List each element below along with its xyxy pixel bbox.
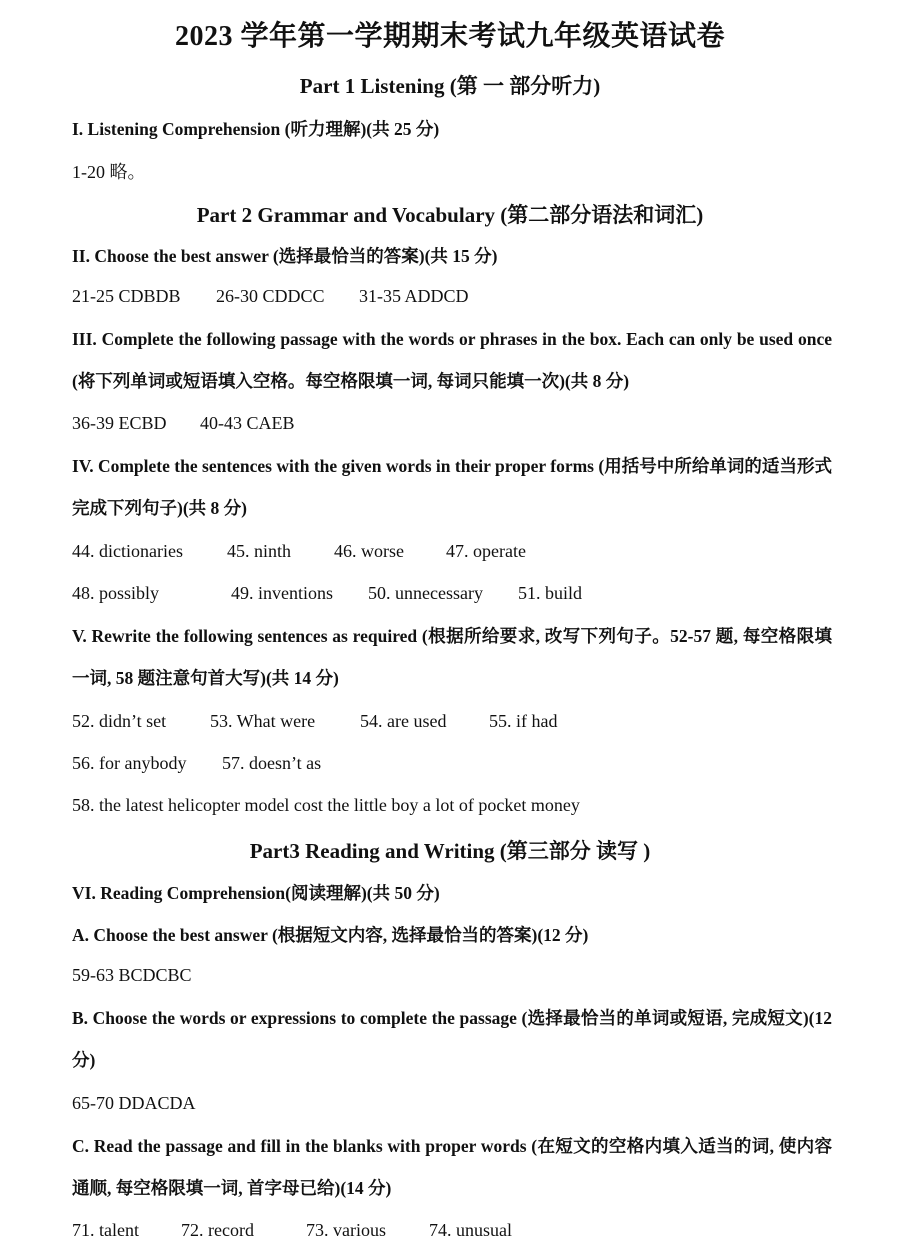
section-a-answer: 59-63 BCDCBC [72, 965, 192, 985]
answer-item: 45. ninth [227, 541, 292, 561]
answer-item: 46. worse [334, 541, 404, 561]
part3-heading: Part3 Reading and Writing (第三部分 读写 ) [249, 839, 651, 863]
answer-item: 40-43 CAEB [200, 413, 295, 433]
section-b-heading: B. Choose the words or expressions to complete the passage (选择最恰当的单词或短语, 完成短文)(12 分) [72, 1008, 832, 1070]
answer-item: 74. unusual [429, 1220, 512, 1240]
section-3-heading: III. Complete the following passage with the words or phrases in the box. Each can only be used once (将下列单词或短语填入空格。每空格限填一词, 每词只能填一次)(共 8 分) [72, 329, 832, 391]
answer-item: 71. talent [72, 1220, 139, 1240]
answer-item: 72. record [181, 1220, 254, 1240]
answer-item: 56. for anybody [72, 753, 187, 773]
section-b-answer: 65-70 DDACDA [72, 1093, 196, 1113]
section-1-answer: 1-20 略。 [72, 162, 146, 182]
answer-item: 57. doesn’t as [222, 753, 322, 773]
section-4-answers-row2 [72, 583, 832, 604]
answer-item: 73. various [306, 1220, 386, 1240]
answer-item: 47. operate [446, 541, 526, 561]
answer-item: 50. unnecessary [368, 583, 483, 603]
answer-item: 36-39 ECBD [72, 413, 167, 433]
answer-item: 26-30 CDDCC [216, 286, 325, 306]
answer-item: 31-35 ADDCD [359, 286, 469, 306]
answer-item: 55. if had [489, 711, 558, 731]
section-5-answers-row1 [72, 711, 832, 732]
section-2-heading: II. Choose the best answer (选择最恰当的答案)(共 15 分) [72, 246, 498, 266]
part2-heading: Part 2 Grammar and Vocabulary (第二部分语法和词汇) [196, 203, 704, 227]
section-6-heading: VI. Reading Comprehension(阅读理解)(共 50 分) [72, 883, 440, 903]
section-5-heading: V. Rewrite the following sentences as required (根据所给要求, 改写下列句子。52-57 题, 每空格限填一词, 58 题注意句首大写)(共 14 分) [72, 626, 832, 688]
answer-item: 51. build [518, 583, 583, 603]
section-5-answers-row2 [72, 753, 832, 774]
answer-item: 48. possibly [72, 583, 160, 603]
section-a-heading: A. Choose the best answer (根据短文内容, 选择最恰当的答案)(12 分) [72, 925, 589, 945]
answer-item: 49. inventions [231, 583, 333, 603]
answer-item: 52. didn’t set [72, 711, 167, 731]
section-4-answers-row1 [72, 541, 832, 562]
answer-item: 54. are used [360, 711, 447, 731]
section-1-heading: I. Listening Comprehension (听力理解)(共 25 分) [72, 119, 440, 139]
section-c-heading: C. Read the passage and fill in the blanks with proper words (在短文的空格内填入适当的词, 使内容通顺, 每空格限填一词, 首字母已给)(14 分) [72, 1136, 832, 1198]
section-4-heading: IV. Complete the sentences with the given words in their proper forms (用括号中所给单词的适当形式完成下列句子)(共 8 分) [72, 456, 832, 518]
section-3-answers [72, 413, 832, 434]
section-2-answers [72, 286, 832, 307]
page-title: 2023 学年第一学期期末考试九年级英语试卷 [174, 21, 725, 52]
answer-item: 53. What were [210, 711, 316, 731]
section-c-answers [72, 1220, 832, 1241]
section-5-answer-58: 58. the latest helicopter model cost the little boy a lot of pocket money [72, 795, 580, 815]
answer-item: 44. dictionaries [72, 541, 183, 561]
answer-item: 21-25 CDBDB [72, 286, 181, 306]
part1-heading: Part 1 Listening (第 一 部分听力) [299, 74, 601, 98]
